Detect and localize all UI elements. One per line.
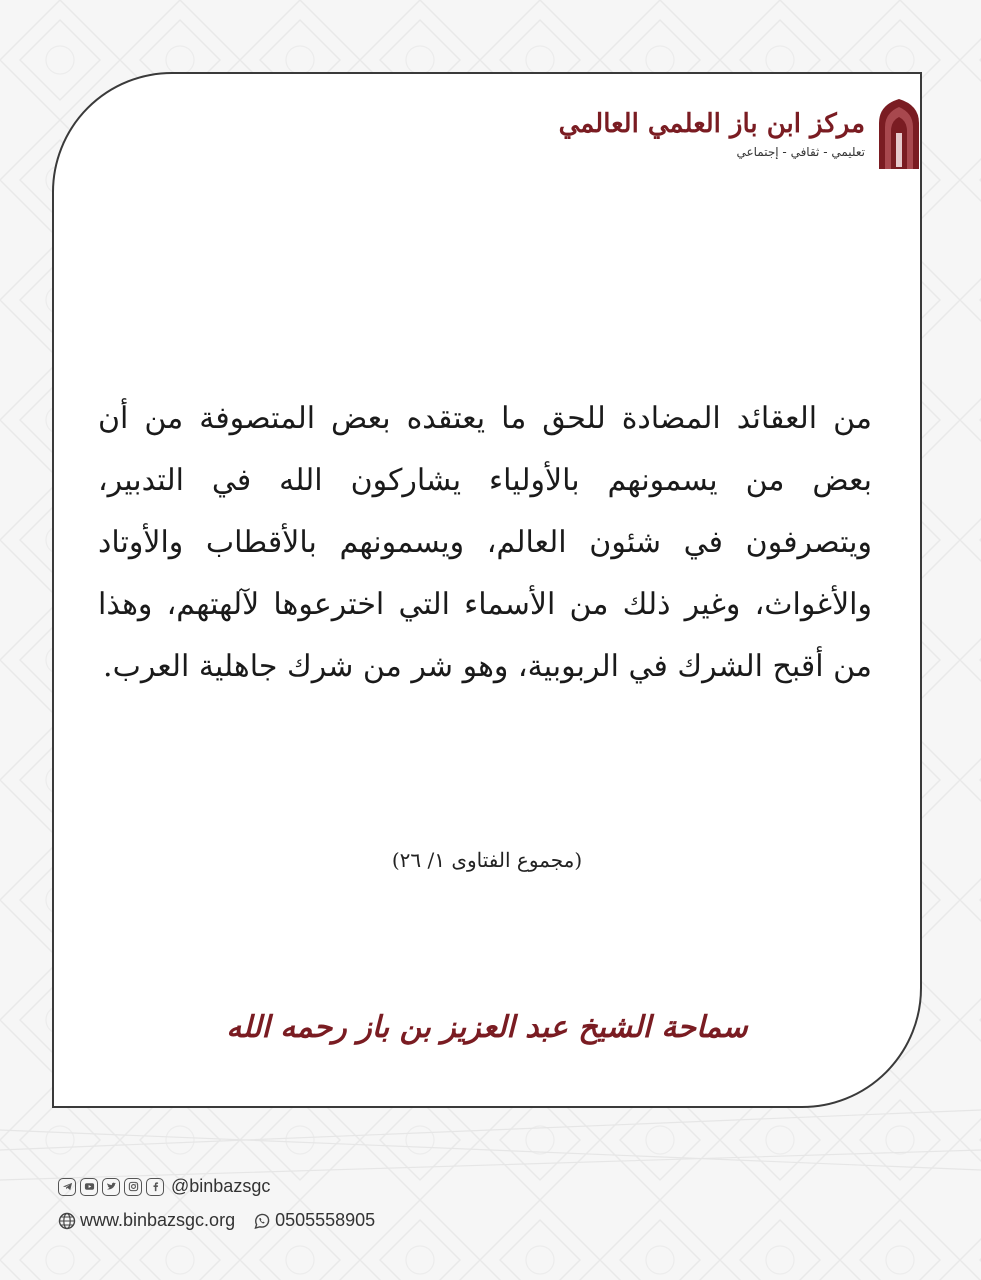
social-handle[interactable]: @binbazsgc: [171, 1176, 271, 1196]
globe-icon: [58, 1212, 76, 1230]
website-link[interactable]: www.binbazsgc.org: [80, 1210, 236, 1230]
whatsapp-icon: [253, 1212, 271, 1230]
source-citation: (مجموع الفتاوى ١/ ٢٦): [391, 848, 583, 872]
contact-row: [58, 1210, 375, 1231]
facebook-icon[interactable]: [146, 1178, 164, 1196]
mosque-door-icon: [875, 97, 923, 171]
phone-number[interactable]: 0505558905: [275, 1210, 376, 1230]
social-row: [58, 1176, 270, 1197]
telegram-icon[interactable]: [58, 1178, 76, 1196]
instagram-icon[interactable]: [124, 1178, 142, 1196]
logo-title: مركز ابن باز العلمي العالمي: [558, 109, 865, 140]
twitter-icon[interactable]: [102, 1178, 120, 1196]
logo: [558, 94, 923, 174]
quote-text: من العقائد المضادة للحق ما يعتقده بعض المتصوفة من أن بعض من يسمونهم بالأولياء يشاركون الله في التدبير، ويتصرفون في شئون العالم، ويسمونهم بالأقطاب والأوتاد والأغواث، وغير ذلك من الأسماء التي اخترعوها لآلهتهم، وهذا من أقبح الشرك في الربوبية، وهو شر من شرك جاهلية العرب.: [98, 401, 872, 684]
youtube-icon[interactable]: [80, 1178, 98, 1196]
logo-subtitle: تعليمي - ثقافي - إجتماعي: [736, 144, 865, 159]
signature: سماحة الشيخ عبد العزيز بن باز رحمه الله: [226, 1010, 748, 1045]
